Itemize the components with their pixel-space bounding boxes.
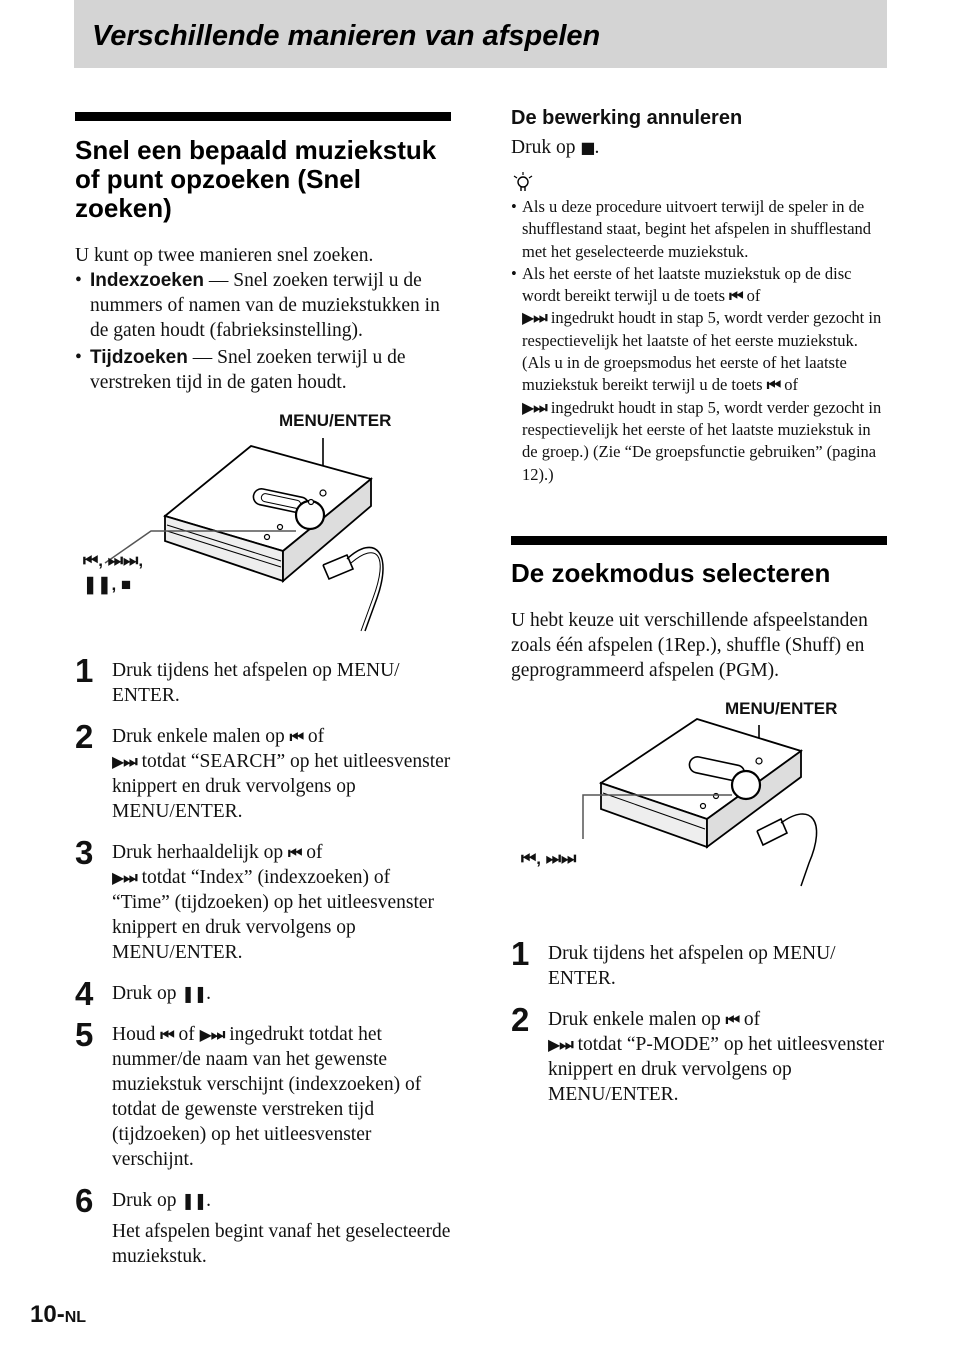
label-keys-2: ❚❚, ■ xyxy=(83,575,132,594)
step-2 xyxy=(511,1000,887,1107)
prev-icon: ⏮ xyxy=(289,727,304,746)
step-text: Druk tijdens het afspelen op MENU/ ENTER. xyxy=(548,942,836,989)
bullet-indexzoeken: • Indexzoeken — Snel zoeken terwijl u de nummers of namen van de muziekstukken in de gaten houdt (fabrieksinstelling). xyxy=(75,270,440,341)
next-icon: ▶⏭ xyxy=(522,397,547,417)
step-text: Druk herhaaldelijk op xyxy=(112,842,288,863)
page-number-suffix: NL xyxy=(64,1309,87,1326)
page-number xyxy=(30,1301,86,1329)
step-text: Druk enkele malen op xyxy=(548,1008,726,1030)
section-rule xyxy=(511,536,887,545)
step-1 xyxy=(75,652,451,708)
step-text: . xyxy=(206,1190,212,1211)
bullet-tijdzoeken: • Tijdzoeken — Snel zoeken terwijl u de verstreken tijd in de gaten houdt. xyxy=(75,347,406,393)
label-menu-enter: MENU/ENTER xyxy=(279,411,392,430)
cancel-text xyxy=(511,135,887,160)
label-keys: ⏮, ⏭⏭ xyxy=(521,848,577,868)
bullet-text: — Snel zoeken terwijl u de verstreken tijd in de gaten houdt. xyxy=(90,347,406,393)
step-text: of xyxy=(301,842,323,863)
step-5 xyxy=(75,1016,451,1172)
step-text: . xyxy=(206,983,212,1004)
intro-text: U kunt op twee manieren snel zoeken. xyxy=(75,245,374,266)
step-4 xyxy=(75,975,451,1012)
label-keys-1: ⏮, ⏭⏭, xyxy=(83,551,144,570)
next-icon: ▶⏭ xyxy=(522,308,547,328)
section-title-snel-zoeken: Snel een bepaald muziekstuk of punt opzoeken (Snel zoeken) xyxy=(75,135,437,223)
step-number: 2 xyxy=(511,1000,530,1038)
steps-list xyxy=(75,652,451,1269)
next-icon: ▶⏭ xyxy=(548,1034,573,1054)
label-menu-enter: MENU/ENTER xyxy=(725,698,838,718)
pause-icon: ❚❚ xyxy=(181,1191,207,1210)
device-figure xyxy=(75,403,451,648)
tip-text: of xyxy=(742,286,761,306)
next-icon: ▶⏭ xyxy=(112,868,137,887)
step-number: 4 xyxy=(75,975,94,1012)
pause-icon: ❚❚ xyxy=(181,984,207,1003)
device-figure xyxy=(511,691,887,916)
tip-text: of xyxy=(780,375,798,395)
step-text: totdat “SEARCH” op het uitleesvenster knippert en druk vervolgens op MENU/ENTER. xyxy=(112,751,451,822)
left-column xyxy=(75,112,451,1269)
bullet-text: — Snel zoeken terwijl u de nummers of namen van de muziekstukken in de gaten houdt (fabrieksinstelling). xyxy=(90,270,440,341)
prev-icon: ⏮ xyxy=(729,286,743,306)
md-player-illustration xyxy=(75,403,451,648)
tip-text: Als u deze procedure uitvoert terwijl de speler in de shufflestand staat, begint het afspelen in shufflestand met het geselecteerde muziekstuk. xyxy=(522,197,872,261)
step-note: Het afspelen begint vanaf het geselecteerde muziekstuk. xyxy=(112,1221,451,1267)
step-text: Druk tijdens het afspelen op MENU/ ENTER. xyxy=(112,660,400,706)
prev-icon: ⏮ xyxy=(766,375,781,395)
md-player-illustration xyxy=(511,691,887,916)
lightbulb-tip-icon xyxy=(511,170,535,194)
prev-icon: ⏮ xyxy=(725,1009,740,1029)
step-6 xyxy=(75,1182,451,1219)
page-number-value: 10- xyxy=(30,1301,65,1328)
step-1 xyxy=(511,934,887,991)
step-text: of xyxy=(303,726,325,747)
page-title: Verschillende manieren van afspelen xyxy=(92,20,601,52)
step-text: Druk op xyxy=(112,983,182,1004)
step-text: ingedrukt totdat het nummer/de naam van het gewenste muziekstuk verschijnt (indexzoeken) of totdat de gewenste verstreken tijd (tijdzoeken) op het uitleesvenster verschijnt. xyxy=(112,1024,422,1170)
step-text: Druk op xyxy=(112,1190,182,1211)
step-text: Druk enkele malen op xyxy=(112,726,290,747)
right-column xyxy=(511,104,887,1107)
tip-2: • Als het eerste of het laatste muziekstuk op de disc wordt bereikt terwijl u de toets ⏮ of ▶⏭ ingedrukt houdt in stap 5, wordt verder gezocht in respectievelijk het laatste of het eerste muziekstuk. (Als u in de groepsmodus het eerste of het laatste muziekstuk bereikt terwijl u de toets ⏮ of ▶⏭ ingedrukt houdt in stap 5, wordt verder gezocht in respectievelijk het eerste of het laatste muziekstuk in de groep.) (Zie “De groepsfunctie gebruiken” (pagina 12).) xyxy=(511,263,882,484)
step-text: Houd xyxy=(112,1024,161,1045)
next-icon: ▶⏭ xyxy=(199,1025,225,1044)
stop-icon: ■ xyxy=(580,138,595,157)
tip-text: ingedrukt houdt in stap 5, wordt verder gezocht in respectievelijk het laatste of het eerste muziekstuk. (Als u in de groepsmodus het eerste of het laatste muziekstuk bereikt terwijl u de toets xyxy=(522,308,882,395)
prev-icon: ⏮ xyxy=(160,1025,174,1044)
section-rule xyxy=(75,112,451,121)
step-3 xyxy=(75,834,451,965)
step-number: 6 xyxy=(75,1182,94,1219)
term: Tijdzoeken xyxy=(90,347,188,368)
cancel-text-b: . xyxy=(594,137,600,158)
step-number: 5 xyxy=(75,1016,94,1053)
section-title-zoekmodus: De zoekmodus selecteren xyxy=(511,557,831,588)
cancel-heading: De bewerking annuleren xyxy=(511,107,743,129)
step-text: of xyxy=(173,1024,200,1045)
term: Indexzoeken xyxy=(90,270,205,291)
step-number: 1 xyxy=(75,652,94,689)
prev-icon: ⏮ xyxy=(288,843,302,862)
step-number: 1 xyxy=(511,934,530,972)
cancel-text-a: Druk op xyxy=(511,137,581,158)
step-text: of xyxy=(739,1008,761,1030)
next-icon: ▶⏭ xyxy=(112,752,137,771)
tip-text: Als het eerste of het laatste muziekstuk op de disc wordt bereikt terwijl u de toets xyxy=(522,263,852,306)
step-6-note xyxy=(75,1219,451,1269)
tip-text: ingedrukt houdt in stap 5, wordt verder gezocht in respectievelijk het eerste of het laatste muziekstuk in de groep.) (Zie “De groepsfunctie gebruiken” (pagina 12).) xyxy=(522,397,882,484)
steps-list xyxy=(511,934,887,1107)
step-text: totdat “Index” (indexzoeken) of “Time” (tijdzoeken) op het uitleesvenster knippert en druk vervolgens op MENU/ENTER. xyxy=(112,867,435,963)
intro-text: U hebt keuze uit verschillende afspeelstanden zoals één afspelen (1Rep.), shuffle (Shuff) en geprogrammeerd afspelen (PGM). xyxy=(511,609,868,681)
step-text: totdat “P-MODE” op het uitleesvenster knippert en druk vervolgens op MENU/ENTER. xyxy=(548,1033,885,1105)
step-number: 2 xyxy=(75,718,94,755)
step-number: 3 xyxy=(75,834,94,871)
tip-1: • Als u deze procedure uitvoert terwijl de speler in de shufflestand staat, begint het afspelen in shufflestand met het geselecteerde muziekstuk. xyxy=(511,197,872,261)
step-2 xyxy=(75,718,451,824)
